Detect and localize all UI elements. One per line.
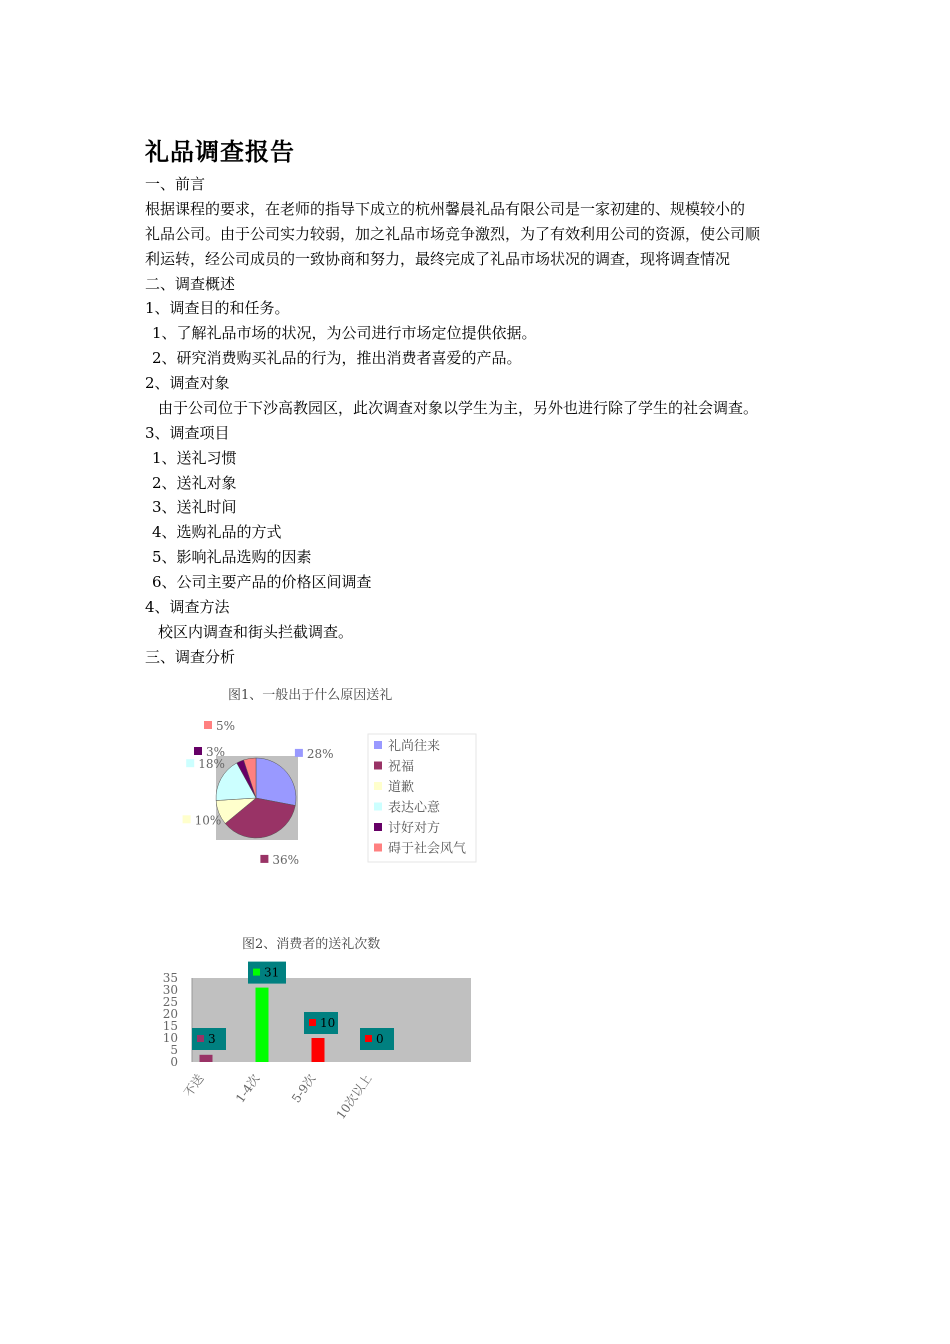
pie-value-label-5: 3% [206, 745, 226, 759]
item-4: 4、选购礼品的方式 [152, 523, 282, 541]
pie-legend-swatch-3 [374, 782, 382, 790]
object-text: 由于公司位于下沙高教园区，此次调查对象以学生为主，另外也进行除了学生的社会调查。 [158, 399, 759, 417]
pie-legend-label-6: 碍于社会风气 [388, 841, 467, 857]
preface-line-1: 根据课程的要求，在老师的指导下成立的杭州馨晨礼品有限公司是一家初建的、规模较小的 [145, 200, 746, 218]
pie-legend-swatch-5 [374, 823, 382, 831]
bar-ytick-label-7: 5 [170, 1043, 178, 1057]
bar-xtick-label-4: 10次以上 [333, 1071, 375, 1122]
preface-line-2: 礼品公司。由于公司实力较弱，加之礼品市场竞争激烈，为了有效利用公司的资源，使公司顺 [145, 225, 761, 243]
pie-legend-label-1: 礼尚往来 [388, 739, 441, 754]
pie-label-marker-5 [194, 747, 202, 755]
pie-label-marker-3 [183, 815, 191, 823]
pie-legend-swatch-6 [374, 844, 382, 852]
pie-label-marker-6 [204, 721, 212, 729]
pie-legend-label-4: 表达心意 [388, 800, 441, 816]
bar-value-label-3: 10 [320, 1016, 336, 1030]
pie-legend-label-5: 讨好对方 [388, 821, 441, 836]
bar-value-label-1: 3 [208, 1032, 216, 1046]
bar-ytick-label-4: 20 [162, 1007, 178, 1021]
object-heading: 2、调查对象 [145, 374, 230, 392]
pie-legend-swatch-1 [374, 741, 382, 749]
bar-value-label-marker-1 [197, 1035, 204, 1042]
bar-xtick-label-2: 1-4次 [233, 1071, 263, 1106]
bar-chart [150, 960, 480, 1140]
bar-value-label-marker-2 [253, 969, 260, 976]
pie-value-label-2: 36% [272, 852, 300, 867]
bar-ytick-label-6: 10 [162, 1031, 178, 1045]
item-3: 3、送礼时间 [152, 498, 237, 516]
item-1: 1、送礼习惯 [152, 449, 237, 467]
preface-heading: 一、前言 [145, 175, 206, 193]
bar-value-label-4: 0 [376, 1032, 384, 1046]
pie-label-marker-4 [186, 759, 194, 767]
bar-value-label-2: 31 [264, 965, 280, 980]
method-heading: 4、调查方法 [145, 598, 230, 616]
bar-ytick-label-2: 30 [162, 983, 178, 997]
pie-value-label-4: 18% [198, 757, 225, 772]
bar-3 [312, 1038, 325, 1062]
item-2: 2、送礼对象 [152, 474, 237, 492]
analysis-heading: 三、调查分析 [145, 648, 236, 666]
bar-value-label-marker-4 [365, 1035, 372, 1042]
bar-ytick-label-1: 35 [162, 971, 178, 985]
bar-ytick-label-5: 15 [162, 1019, 178, 1033]
pie-label-marker-1 [295, 749, 303, 757]
item-5: 5、影响礼品选购的因素 [152, 548, 312, 566]
pie-value-label-3: 10% [194, 813, 222, 828]
pie-value-label-6: 5% [216, 719, 236, 733]
bar-2 [256, 988, 269, 1062]
pie-legend-swatch-2 [374, 762, 382, 770]
pie-value-label-1: 28% [306, 746, 334, 761]
items-heading: 3、调查项目 [145, 424, 230, 442]
bar-value-label-marker-3 [309, 1019, 316, 1026]
pie-chart [170, 712, 530, 872]
pie-legend-swatch-4 [374, 803, 382, 811]
pie-label-marker-2 [260, 855, 268, 863]
purpose-item-2: 2、研究消费购买礼品的行为，推出消费者喜爱的产品。 [152, 349, 522, 367]
method-text: 校区内调查和街头拦截调查。 [158, 623, 354, 641]
bar-1 [200, 1055, 213, 1062]
overview-heading: 二、调查概述 [145, 275, 236, 293]
bar-ytick-label-3: 25 [162, 995, 178, 1009]
bar-xtick-label-1: 不送 [181, 1071, 207, 1100]
purpose-item-1: 1、了解礼品市场的状况，为公司进行市场定位提供依据。 [152, 324, 537, 342]
bar-ytick-label-8: 0 [170, 1055, 178, 1069]
bar-chart-title: 图2、消费者的送礼次数 [242, 937, 381, 952]
pie-legend-label-3: 道歉 [388, 780, 415, 795]
purpose-heading: 1、调查目的和任务。 [145, 299, 290, 317]
report-title: 礼品调查报告 [145, 138, 295, 166]
item-6: 6、公司主要产品的价格区间调查 [152, 573, 372, 591]
bar-xtick-label-3: 5-9次 [289, 1071, 319, 1106]
pie-legend-label-2: 祝福 [388, 759, 415, 775]
pie-chart-title: 图1、一般出于什么原因送礼 [228, 688, 393, 703]
preface-line-3: 利运转，经公司成员的一致协商和努力，最终完成了礼品市场状况的调查，现将调查情况 [145, 250, 731, 268]
